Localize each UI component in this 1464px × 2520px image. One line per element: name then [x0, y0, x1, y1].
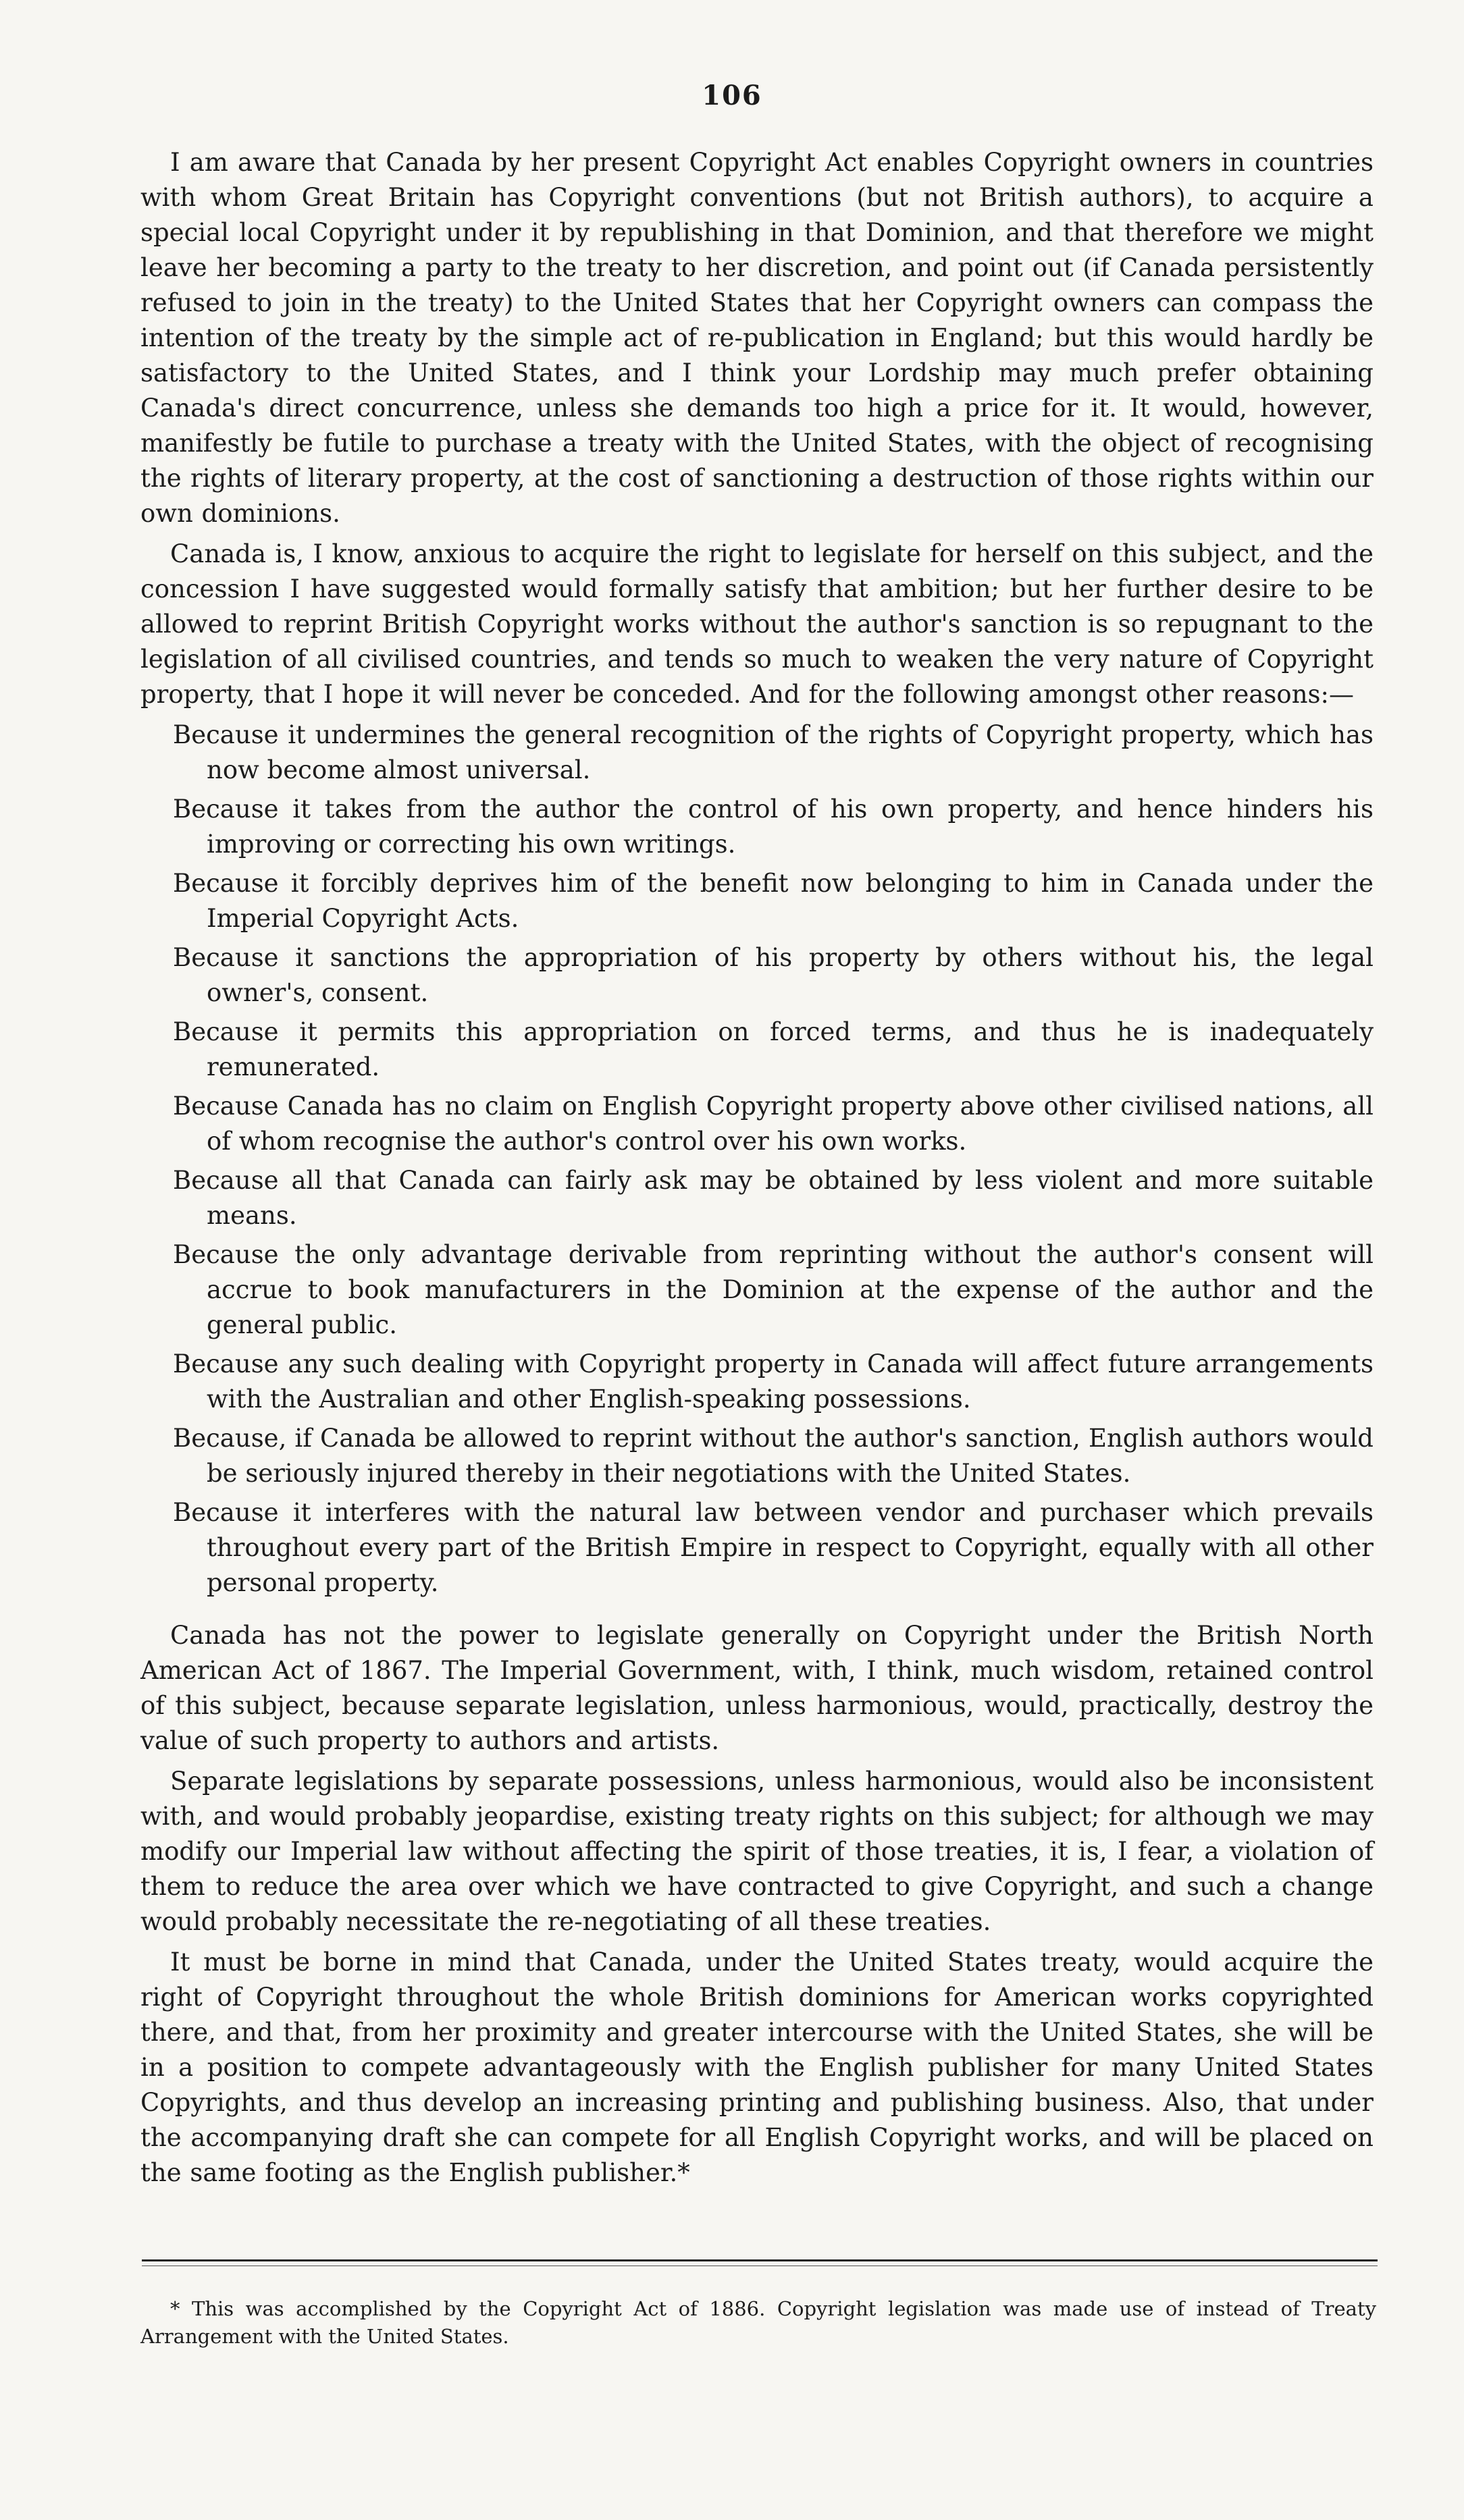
- paragraph: Canada is, I know, anxious to acquire the right to legislate for herself on this subject, and the concession I have suggested would formally satisfy that ambition; but her further desire to be allowed to reprint British Copyright works without the author's sanction is so repugnant to the legislation of all civilised countries, and tends so much to weaken the very nature of Copyright property, that I hope it will never be conceded. And for the following amongst other reasons:—: [140, 539, 1374, 709]
- reasons-list: [173, 718, 1374, 1601]
- list-item: Because it interferes with the natural law between vendor and purchaser which prevails throughout every part of the British Empire in respect to Copyright, equally with all other personal property.: [173, 1498, 1374, 1597]
- list-item: Because it takes from the author the control of his own property, and hence hinders his improving or correcting his own writings.: [173, 795, 1374, 859]
- list-item: Because, if Canada be allowed to reprint without the author's sanction, English authors would be seriously injured thereby in their negotiations with the United States.: [173, 1424, 1374, 1488]
- paragraph: Canada has not the power to legislate generally on Copyright under the British North American Act of 1867. The Imperial Government, with, I think, much wisdom, retained control of this subject, because separate legislation, unless harmonious, would, practically, destroy the value of such property to authors and artists.: [140, 1621, 1374, 1755]
- paragraph: Separate legislations by separate possessions, unless harmonious, would also be inconsistent with, and would probably jeopardise, existing treaty rights on this subject; for although we may modify our Imperial law without affecting the spirit of those treaties, it is, I fear, a violation of them to reduce the area over which we have contracted to give Copyright, and such a change would probably necessitate the re-negotiating of all these treaties.: [140, 1767, 1374, 1936]
- list-item: Because Canada has no claim on English Copyright property above other civilised nations, all of whom recognise the author's control over his own works.: [173, 1092, 1374, 1156]
- paragraph: It must be borne in mind that Canada, under the United States treaty, would acquire the right of Copyright throughout the whole British dominions for American works copyrighted there, and that, from her proximity and greater intercourse with the United States, she will be in a position to compete advantageously with the English publisher for many United States Copyrights, and thus develop an increasing printing and publishing business. Also, that under the accompanying draft she can compete for all English Copyright works, and will be placed on the same footing as the English publisher.*: [140, 1948, 1374, 2187]
- body-text: [140, 145, 1374, 2191]
- list-item: Because it sanctions the appropriation of his property by others without his, the legal owner's, consent.: [173, 943, 1374, 1007]
- list-item: Because all that Canada can fairly ask may be obtained by less violent and more suitable means.: [173, 1166, 1374, 1230]
- list-item: Because it undermines the general recognition of the rights of Copyright property, which has now become almost universal.: [173, 720, 1374, 784]
- list-item: Because it permits this appropriation on forced terms, and thus he is inadequately remunerated.: [173, 1017, 1374, 1081]
- paragraph: I am aware that Canada by her present Copyright Act enables Copyright owners in countries with whom Great Britain has Copyright conventions (but not British authors), to acquire a special local Copyright under it by republishing in that Dominion, and that therefore we might leave her becoming a party to the treaty to her discretion, and point out (if Canada persistently refused to join in the treaty) to the United States that her Copyright owners can compass the intention of the treaty by the simple act of re-publication in England; but this would hardly be satisfactory to the United States, and I think your Lordship may much prefer obtaining Canada's direct concurrence, unless she demands too high a price for it. It would, however, manifestly be futile to purchase a treaty with the United States, with the object of recognising the rights of literary property, at the cost of sanctioning a destruction of those rights within our own dominions.: [140, 148, 1374, 528]
- list-item: Because any such dealing with Copyright property in Canada will affect future arrangements with the Australian and other English-speaking possessions.: [173, 1349, 1374, 1414]
- list-item: Because it forcibly deprives him of the benefit now belonging to him in Canada under the Imperial Copyright Acts.: [173, 869, 1374, 933]
- footnote: * This was accomplished by the Copyright Act of 1886. Copyright legislation was made use of instead of Treaty Arrangement with the United States.: [140, 2297, 1376, 2348]
- page-number: 106: [702, 80, 762, 111]
- footnote-divider: [142, 2259, 1378, 2261]
- list-item: Because the only advantage derivable from reprinting without the author's consent will accrue to book manufacturers in the Dominion at the expense of the author and the general public.: [173, 1240, 1374, 1339]
